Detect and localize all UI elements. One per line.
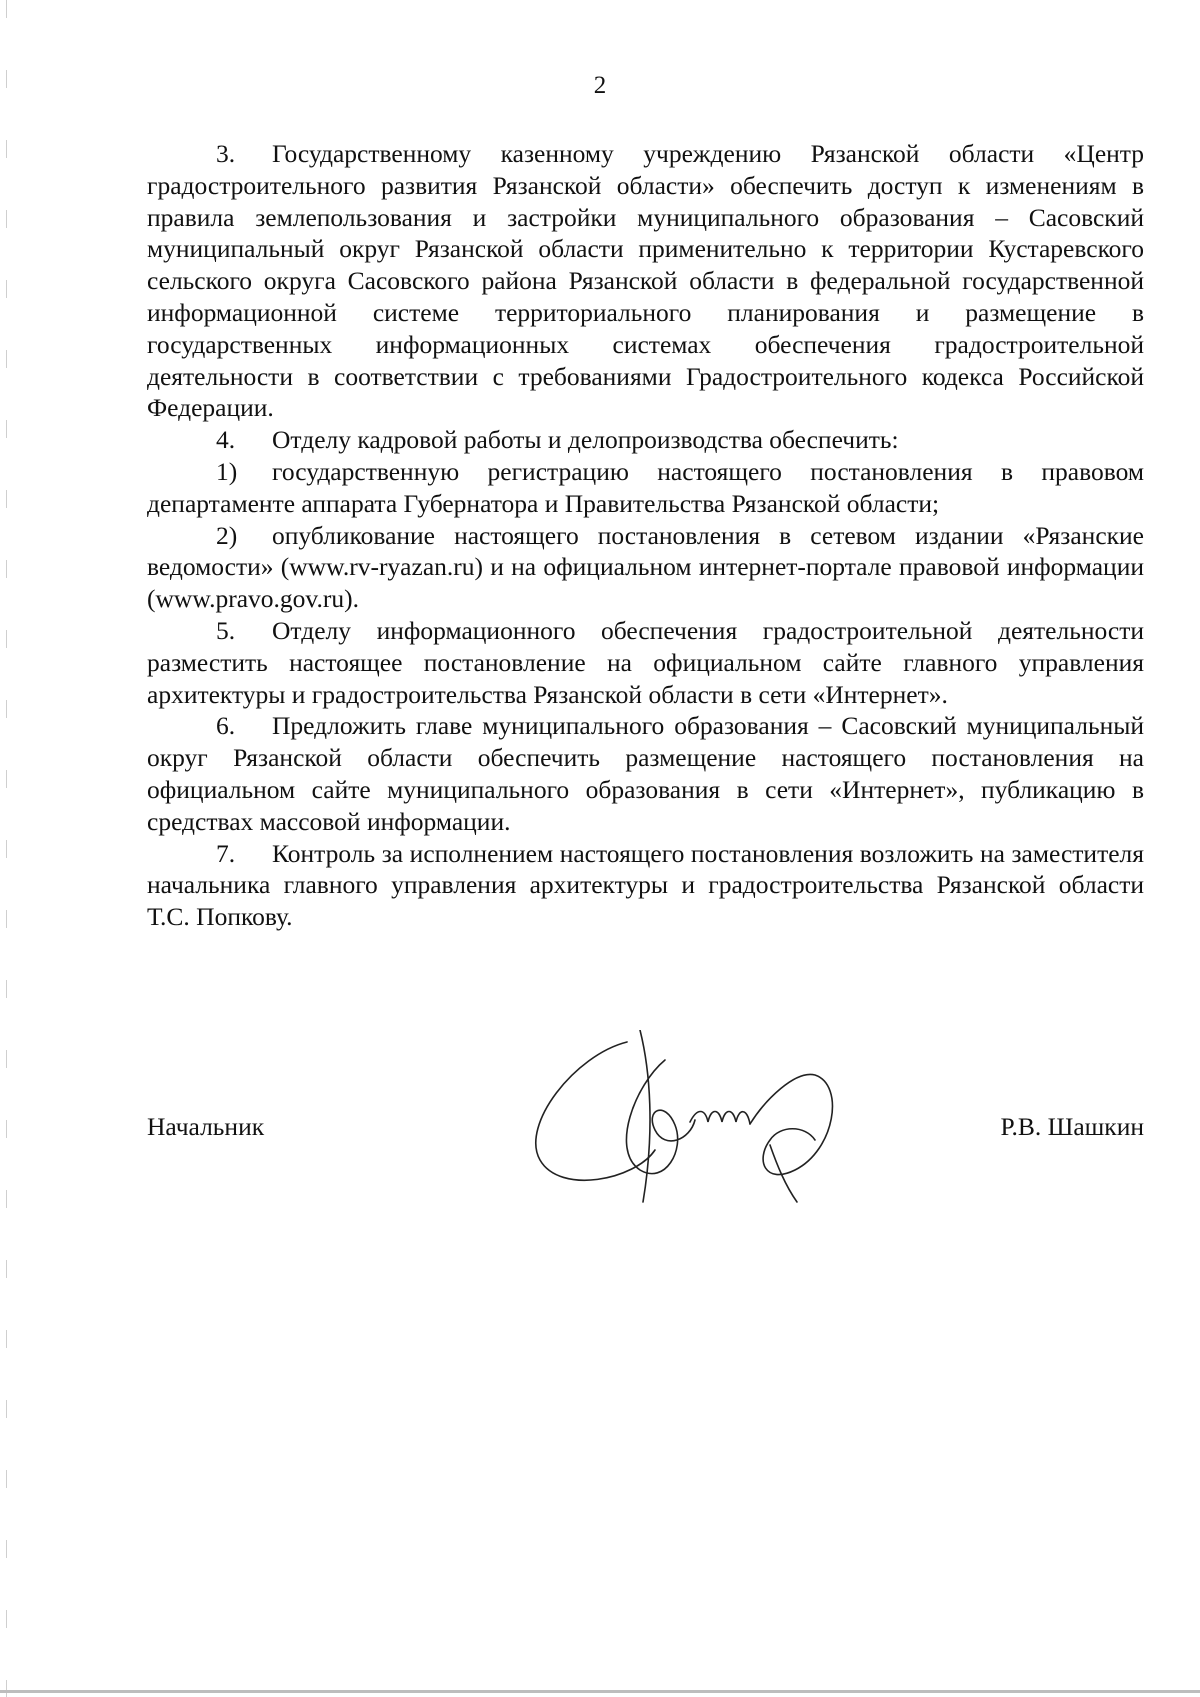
scan-edge-left	[6, 0, 7, 1697]
paragraph-number: 3.	[216, 139, 236, 168]
paragraph-number: 6.	[216, 711, 236, 741]
scan-edge-bottom	[0, 1690, 1200, 1693]
paragraph-number: 2)	[216, 520, 238, 550]
paragraph-number: 4.	[216, 425, 236, 455]
paragraph-text: Отделу кадровой работы и делопроизводства обеспечить:	[272, 425, 899, 455]
handwritten-signature	[515, 1030, 855, 1205]
paragraph-text: опубликование настоящего постановления в сетевом издании «Рязанские ведомости» (www.rv-ryazan.ru) и на официальном интернет-портале правовой информации (www.pravo.gov.ru).	[147, 520, 1144, 614]
paragraph-3	[147, 138, 1144, 424]
paragraph-text: Предложить главе муниципального образования – Сасовский муниципальный округ Рязанской области обеспечить размещение настоящего постановления на официальном сайте муниципального образования в сети «Интернет», публикацию в средствах массовой информации.	[147, 711, 1144, 836]
subparagraph-1	[147, 456, 1144, 520]
page-number: 2	[593, 72, 607, 99]
paragraph-number: 1)	[216, 456, 238, 486]
document-body	[147, 138, 1144, 933]
paragraph-text: Отделу информационного обеспечения градостроительной деятельности разместить настоящее постановление на официальном сайте главного управления архитектуры и градостроительства Рязанской области в сети «Интернет».	[147, 615, 1144, 709]
paragraph-text: Государственному казенному учреждению Рязанской области «Центр градостроительного развития Рязанской области» обеспечить доступ к изменениям в правила землепользования и застройки муниципального образования – Сасовский муниципальный округ Рязанской области применительно к территории Кустаревского сельского округа Сасовского района Рязанской области в федеральной государственной информационной системе территориального планирования и размещение в государственных информационных системах обеспечения градостроительной деятельности в соответствии с требованиями Градостроительного кодекса Российской Федерации.	[147, 139, 1144, 423]
signatory-title: Начальник	[147, 1112, 265, 1141]
paragraph-text: Контроль за исполнением настоящего постановления возложить на заместителя начальника главного управления архитектуры и градостроительства Рязанской области Т.С. Попкову.	[147, 838, 1144, 932]
paragraph-5	[147, 615, 1144, 710]
paragraph-7	[147, 838, 1144, 933]
paragraph-6	[147, 710, 1144, 837]
paragraph-text: государственную регистрацию настоящего постановления в правовом департаменте аппарата Губернатора и Правительства Рязанской области;	[147, 456, 1144, 518]
paragraph-number: 7.	[216, 838, 236, 868]
paragraph-number: 5.	[216, 615, 236, 645]
signatory-name: Р.В. Шашкин	[1000, 1112, 1144, 1141]
subparagraph-2	[147, 520, 1144, 615]
paragraph-4	[147, 424, 1144, 456]
